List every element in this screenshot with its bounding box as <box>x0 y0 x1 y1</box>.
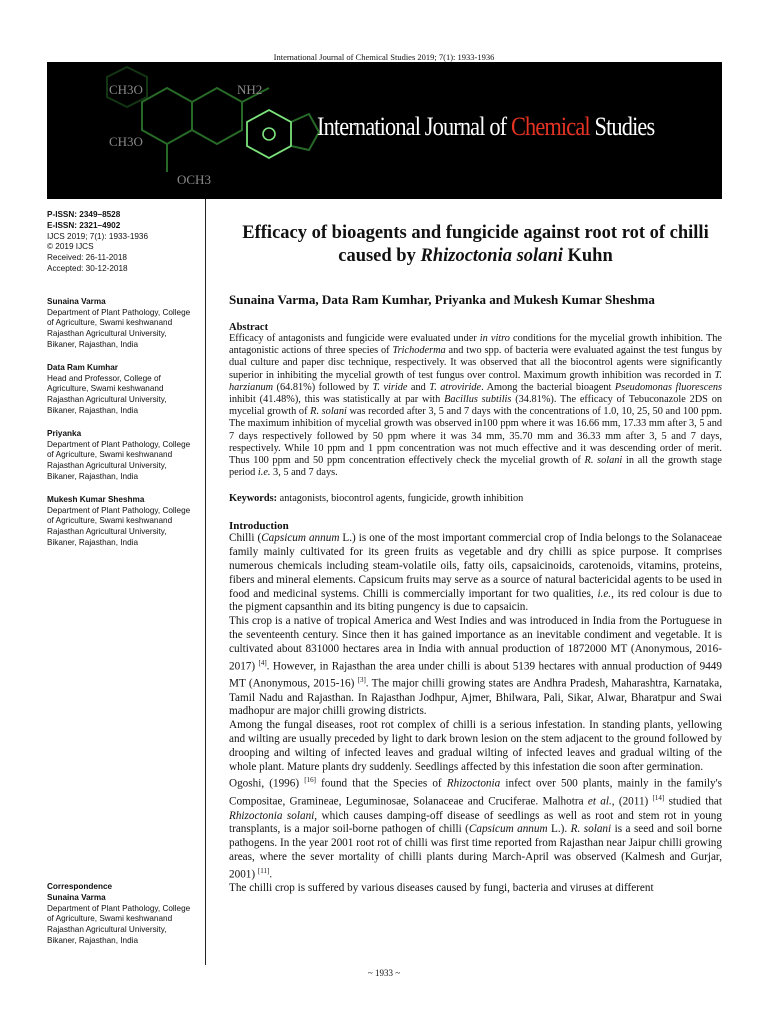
abstract-text: Efficacy of antagonists and fungicide were evaluated under in vitro conditions for the mycelial growth inhibition. The antagonistic actions of three species of Trichoderma and two spp. of bacteria were evaluated against the test fungus by dual culture and paper disc technique, respectively. It was observed that all the biocontrol agents were significantly superior in inhibiting the mycelial growth of test fungus over control. Maximum growth inhibition was recorded in T. harzianum (64.81%) followed by T. viride and T. atroviride. Among the bacterial bioagent Pseudomonas fluorescens inhibit (41.48%), this was statistically at par with Bacillus subtilis (34.81%). The efficacy of Tebuconazole 2DS on mycelial growth of R. solani was recorded after 3, 5 and 7 days with the concentrations of 1.0, 10, 25, 50 and 100 ppm. The maximum inhibition of mycelial growth was observed in100 ppm where it was 16.66 mm, 17.33 mm after 3, 5 and 7 days respectively followed by 50 ppm where it was 34 mm, 35.70 mm and 36.33 mm after 3, 5 and 7 days, respectively. While 10 ppm and 1 ppm concentration was not much effective and it was descending order of merit. Thus 100 ppm and 50 ppm concentration effectively check the mycelial growth of R. solani in all the growth stage period i.e. 3, 5 and 7 days. <box>229 333 723 479</box>
intro-paragraph: Chilli (Capsicum annum L.) is one of the most important commercial crop of India belongs to the Solanaceae family mainly cultivated for its green fruits as vegetable and dry chilli as spice purpose. It comprises numerous chemicals including steam-volatile oils, fatty oils, capsaicinoids, carotenoids, vitamins, proteins, fibers and mineral elements. Capsicum fruits may serve as a source of natural bactericidal agents to be used in food and medicinal systems. Chilli is commercially important for two qualities, i.e., its red colour is due to the pigment capsanthin and its biting pungency is due to capsaicin. <box>229 532 723 614</box>
sidebar-metadata <box>47 210 197 549</box>
article-authors: Sunaina Varma, Data Ram Kumhar, Priyanka and Mukesh Kumar Sheshma <box>229 292 655 307</box>
intro-paragraph: This crop is a native of tropical America and West Indies and was introduced in India from the Portuguese in the seventeenth century. Since then it has gained importance as an inevitable condiment and vegetable. It is cultivated about 831000 hectares area in India with annual production of 1872000 MT (Anonymous, 2016-2017) [4]. However, in Rajasthan the area under chilli is about 5139 hectares with annual production of 9449 MT (Anonymous, 2015-16) [3]. The major chilli growing states are Andhra Pradesh, Maharashtra, Karnataka, Tamil Nadu and Rajasthan. In Rajasthan Jodhpur, Ajmer, Bhilwara, Pali, Sikar, Alwar, Bharatpur and Swai madhopur are major chilli growing districts. <box>229 615 722 718</box>
ijcs-ref: IJCS 2019; 7(1): 1933-1936 <box>47 231 149 241</box>
intro-paragraph: Ogoshi, (1996) [16] found that the Species of Rhizoctonia infect over 500 plants, mainly in the family's Compositae, Gramineae, Leguminosae, Solanaceae and Cruciferae. Malhotra et al., (2011) [14] studied that Rhizoctonia solani, which causes damping-off disease of seedlings as well as root and stem rot in young transplants, is a major soil-borne pathogen of chilli (Capsicum annum L.). R. solani is a seed and soil borne pathogens. In the year 2001 root rot of chilli was first time reported from Rajasthan near Jaipur chilli growing areas, where the sever mortality of chilli plants during March-April was observed (Kalmesh and Gurjar, 2001) [11]. <box>229 776 722 881</box>
banner-label-1: CH3O <box>109 82 143 97</box>
author-affiliation: Priyanka Department of Plant Pathology, College of Agriculture, Swami keshwanand Rajasthan Agricultural University, Bikaner, Rajasthan, India <box>47 428 191 481</box>
article-main <box>229 222 722 896</box>
banner-label-4: OCH3 <box>177 172 211 187</box>
received-date: Received: 26-11-2018 <box>47 253 127 263</box>
author-affiliation: Mukesh Kumar Sheshma Department of Plant Pathology, College of Agriculture, Swami keshwanand Rajasthan Agricultural University, Bikaner, Rajasthan, India <box>47 494 191 547</box>
correspondence-block: Correspondence Sunaina Varma Department of Plant Pathology, College of Agriculture, Swami keshwanand Rajasthan Agricultural University, Bikaner, Rajasthan, India <box>47 882 191 945</box>
author-affiliation: Sunaina Varma Department of Plant Pathology, College of Agriculture, Swami keshwanand Rajasthan Agricultural University, Bikaner, Rajasthan, India <box>47 296 191 349</box>
keywords: Keywords: antagonists, biocontrol agents, fungicide, growth inhibition <box>229 493 524 505</box>
pissn: P-ISSN: 2349–8528 <box>47 210 121 219</box>
journal-banner <box>47 62 722 199</box>
journal-reference: International Journal of Chemical Studies 2019; 7(1): 1933-1936 <box>273 52 495 62</box>
intro-paragraph: The chilli crop is suffered by various diseases caused by fungi, bacteria and viruses at different <box>229 882 654 895</box>
author-affiliation: Data Ram Kumhar Head and Professor, College of Agriculture, Swami keshwanand Rajasthan Agricultural University, Bikaner, Rajasthan, India <box>47 362 167 415</box>
introduction-heading: Introduction <box>229 520 289 533</box>
abstract-heading: Abstract <box>229 322 269 333</box>
column-divider <box>205 199 206 965</box>
copyright: © 2019 IJCS <box>47 242 94 252</box>
banner-label-3: CH3O <box>109 134 143 149</box>
eissn: E-ISSN: 2321–4902 <box>47 220 121 230</box>
page-number: ~ 1933 ~ <box>367 968 401 978</box>
banner-label-2: NH2 <box>237 82 263 97</box>
intro-paragraph: Among the fungal diseases, root rot complex of chilli is a serious infestation. In standing plants, yellowing and wilting are usually preceded by light to dark brown lesion on the stem adjacent to the ground followed by drooping and wilting of infected leaves and gradual wilting of infected leaves and gradual wilting of the whole plant. Mature plants dry suddenly. Seedlings affected by this infestation die soon after germination. <box>229 719 722 773</box>
article-title: Efficacy of bioagents and fungicide against root rot of chilli caused by Rhizoctonia solani Kuhn <box>242 223 709 266</box>
banner-title: International Journal of Chemical Studies <box>317 112 655 141</box>
accepted-date: Accepted: 30-12-2018 <box>47 263 128 273</box>
